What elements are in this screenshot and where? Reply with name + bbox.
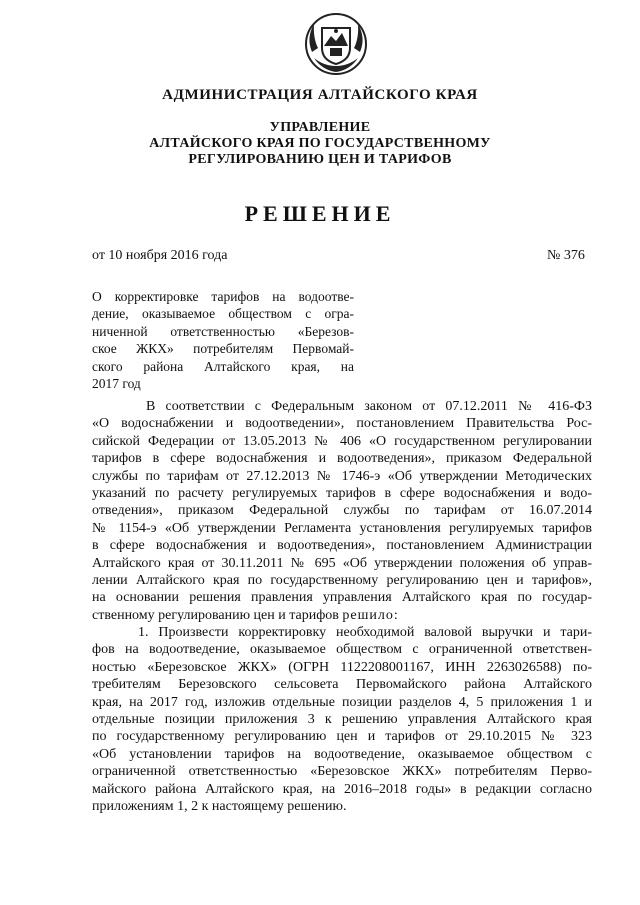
decided-word: решило — [342, 607, 394, 623]
department-line: РЕГУЛИРОВАНИЮ ЦЕН И ТАРИФОВ — [188, 152, 452, 167]
body-line: службы по тарифам от 27.12.2013 № 1746-э «Об утверждении Методических — [92, 468, 592, 484]
body-line-last — [92, 607, 592, 624]
subject-line: дение, оказываемое обществом с огра- — [92, 306, 354, 322]
body-line: в сфере водоснабжения и водоотведения», постановлением Администрации — [92, 538, 592, 554]
item-line: «Об установлении тарифов на водоотведение, оказываемое обществом с — [92, 746, 592, 762]
body-line: указаний по расчету регулируемых тарифов в сфере водоснабжения и водо- — [92, 485, 592, 501]
administration-title: АДМИНИСТРАЦИЯ АЛТАЙСКОГО КРАЯ — [162, 87, 478, 103]
item-line: фов на водоотведение, оказываемое обществом с ограниченной ответствен- — [92, 642, 592, 658]
body-line: Алтайского края от 30.11.2011 № 695 «Об утверждении положения об управ- — [92, 555, 592, 571]
decision-subject — [92, 289, 354, 391]
body-line: сийской Федерации от 13.05.2013 № 406 «О государственном регулировании — [92, 433, 592, 449]
body-line: на основании решения правления управления Алтайского края по государ- — [92, 590, 592, 606]
subject-line: ского района Алтайского края, на — [92, 358, 354, 374]
subject-line: О корректировке тарифов на водоотве- — [92, 289, 354, 304]
body-line: лении Алтайского края по государственному регулированию цен и тарифов», — [92, 572, 592, 588]
item-line: майского района Алтайского края, на 2016–2018 годы» в редакции согласно — [92, 781, 592, 797]
subject-line: ниченной ответственностью «Березов- — [92, 323, 354, 339]
body-line: отведения», приказом Федеральной службы по тарифам от 16.07.2014 — [92, 503, 592, 519]
body-line: «О водоснабжении и водоотведении», постановлением Правительства Рос- — [92, 416, 592, 432]
department-title — [0, 120, 640, 168]
subject-line: ское ЖКХ» потребителям Первомай- — [92, 341, 354, 357]
item-line: ограниченной ответственностью «Березовское ЖКХ» потребителям Перво- — [92, 764, 592, 780]
document-type-title: РЕШЕНИЕ — [244, 201, 396, 226]
body-line: В соответствии с Федеральным законом от 07.12.2011 № 416-ФЗ — [146, 399, 592, 414]
item-line: по государственному регулированию цен и тарифов от 29.10.2015 № 323 — [92, 729, 592, 745]
item-line: требителям Березовского сельсовета Первомайского района Алтайского — [92, 677, 592, 693]
decided-colon: : — [393, 607, 398, 623]
decision-date: от 10 ноября 2016 года — [92, 248, 228, 263]
body-line: тарифов в сфере водоснабжения и водоотведения», приказом Федеральной — [92, 451, 592, 467]
subject-line: 2017 год — [92, 375, 141, 391]
item-line: отдельные позиции приложения 3 к решению управления Алтайского края — [92, 712, 592, 728]
item-line: ностью «Березовское ЖКХ» (ОГРН 1122208001167, ИНН 2263026588) по- — [92, 659, 592, 675]
department-line: УПРАВЛЕНИЕ — [269, 120, 371, 135]
body-line: № 1154-э «Об утверждении Регламента установления регулируемых тарифов — [92, 520, 592, 536]
decision-body — [92, 398, 592, 815]
decision-number: № 376 — [547, 248, 585, 263]
altai-krai-coat-of-arms-icon — [300, 8, 372, 80]
department-line: АЛТАЙСКОГО КРАЯ ПО ГОСУДАРСТВЕННОМУ — [149, 136, 491, 151]
item-line: 1. Произвести корректировку необходимой валовой выручки и тари- — [138, 625, 592, 641]
item-line: приложениям 1, 2 к настоящему решению. — [92, 799, 347, 814]
item-line: края, на 2017 год, изложив отдельные позиции разделов 4, 5 приложения 1 и — [92, 694, 592, 710]
body-line-text: ственному регулированию цен и тарифов — [92, 607, 339, 623]
